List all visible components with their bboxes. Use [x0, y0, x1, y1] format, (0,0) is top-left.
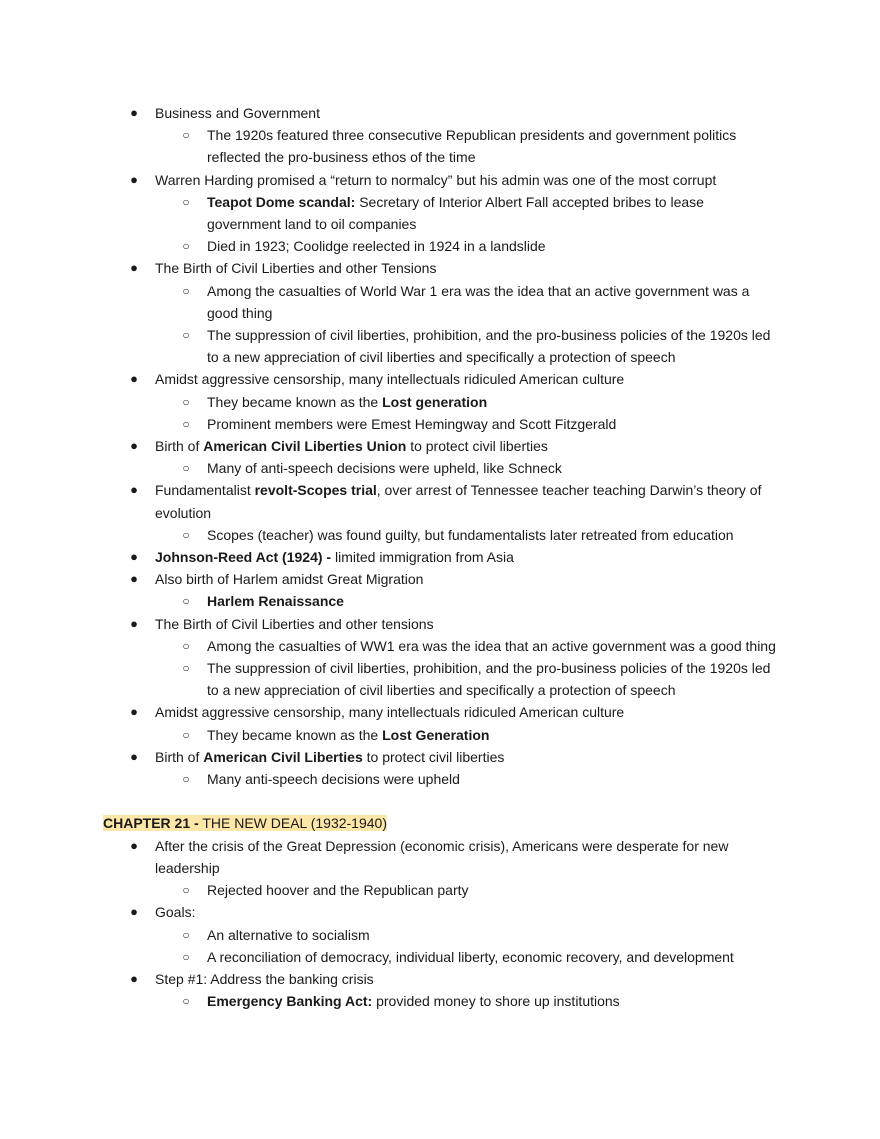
list-item	[0, 835, 880, 879]
bullet-disc-icon: ●	[130, 482, 138, 498]
sub-list-item	[0, 879, 880, 901]
item-bold-term: Teapot Dome scandal:	[207, 193, 356, 210]
bullet-circle-icon: ○	[182, 527, 190, 542]
item-bold-term: Lost Generation	[382, 726, 490, 743]
item-text: Secretary of Interior Albert Fall accepted bribes to lease government land to oil companies	[207, 193, 704, 233]
item-text: Scopes (teacher) was found guilty, but fundamentalists later retreated from education	[207, 526, 734, 543]
sub-list-item	[0, 191, 880, 235]
bullet-circle-icon: ○	[182, 772, 190, 787]
list-item	[0, 257, 880, 279]
bullet-circle-icon: ○	[182, 394, 190, 409]
item-text: Also birth of Harlem amidst Great Migration	[155, 571, 424, 588]
item-bold-term: Emergency Banking Act:	[207, 993, 373, 1010]
bullet-disc-icon: ●	[130, 438, 138, 454]
item-text: A reconciliation of democracy, individual liberty, economic recovery, and development	[207, 948, 734, 965]
bullet-circle-icon: ○	[182, 328, 190, 343]
list-item	[0, 901, 880, 923]
item-text-prefix: They became known as the	[207, 726, 383, 743]
bullet-disc-icon: ●	[130, 615, 138, 631]
item-text: The Birth of Civil Liberties and other Tensions	[155, 260, 437, 277]
item-text: Among the casualties of World War 1 era was the idea that an active government was a good thing	[207, 282, 750, 321]
item-bold-term: revolt-Scopes trial	[254, 482, 377, 499]
item-text: An alternative to socialism	[207, 926, 370, 943]
list-item	[0, 568, 880, 590]
sub-list-item	[0, 324, 880, 368]
bullet-disc-icon: ●	[130, 571, 138, 587]
item-text-prefix: Fundamentalist	[155, 482, 255, 499]
bullet-circle-icon: ○	[182, 661, 190, 676]
item-text: Step #1: Address the banking crisis	[155, 970, 374, 987]
item-text: Business and Government	[155, 105, 320, 121]
item-text: to protect civil liberties	[406, 438, 548, 455]
spacer	[0, 790, 880, 812]
document-page	[0, 102, 880, 1012]
sub-list-item	[0, 768, 880, 790]
sub-list-item	[0, 280, 880, 324]
list-item	[0, 968, 880, 990]
item-text: Amidst aggressive censorship, many intellectuals ridiculed American culture	[155, 371, 625, 388]
bullet-circle-icon: ○	[182, 949, 190, 964]
list-item	[0, 368, 880, 390]
sub-list-item	[0, 124, 880, 168]
list-item	[0, 701, 880, 723]
bullet-disc-icon: ●	[130, 837, 138, 853]
bullet-circle-icon: ○	[182, 461, 190, 476]
bullet-circle-icon: ○	[182, 994, 190, 1009]
sub-list-item	[0, 724, 880, 746]
item-text: Many anti-speech decisions were upheld	[207, 771, 460, 788]
item-text-prefix: They became known as the	[207, 393, 383, 410]
item-text: provided money to shore up institutions	[372, 993, 620, 1010]
item-bold-term: Lost generation	[382, 393, 488, 410]
list-item	[0, 546, 880, 568]
bullet-circle-icon: ○	[182, 727, 190, 742]
bullet-circle-icon: ○	[182, 927, 190, 942]
bullet-disc-icon: ●	[130, 704, 138, 720]
sub-list-item	[0, 457, 880, 479]
bullet-disc-icon: ●	[130, 549, 138, 565]
item-text: Warren Harding promised a “return to normalcy” but his admin was one of the most corrupt	[155, 171, 717, 188]
item-text: Amidst aggressive censorship, many intellectuals ridiculed American culture	[155, 704, 625, 721]
bullet-disc-icon: ●	[130, 171, 138, 187]
item-text: Many of anti-speech decisions were upheld, like Schneck	[207, 460, 562, 477]
sub-list-item	[0, 924, 880, 946]
sub-list-item	[0, 590, 880, 612]
item-text: After the crisis of the Great Depression (economic crisis), Americans were desperate for new leadership	[155, 837, 729, 876]
bullet-circle-icon: ○	[182, 416, 190, 431]
chapter-title: THE NEW DEAL (1932-1940)	[198, 815, 387, 832]
bullet-circle-icon: ○	[182, 283, 190, 298]
notes-list-new-deal	[0, 835, 880, 1013]
item-text: , over arrest of Tennessee teacher teaching Darwin’s theory of evolution	[155, 482, 762, 521]
item-text: Among the casualties of WW1 era was the idea that an active government was a good thing	[207, 637, 776, 654]
item-text: The suppression of civil liberties, prohibition, and the pro-business policies of the 1920s led to a new appreciation of civil liberties and specifically a protection of speech	[207, 660, 771, 699]
sub-list-item	[0, 635, 880, 657]
sub-list-item	[0, 413, 880, 435]
list-item	[0, 102, 880, 124]
bullet-circle-icon: ○	[182, 883, 190, 898]
item-bold-term: American Civil Liberties Union	[203, 438, 407, 455]
bullet-disc-icon: ●	[130, 371, 138, 387]
list-item	[0, 169, 880, 191]
list-item	[0, 479, 880, 523]
item-text-prefix: Birth of	[155, 438, 204, 455]
bullet-circle-icon: ○	[182, 194, 190, 209]
item-text: Goals:	[155, 904, 196, 921]
item-text: The suppression of civil liberties, prohibition, and the pro-business policies of the 1920s led to a new appreciation of civil liberties and specifically a protection of speech	[207, 327, 771, 366]
item-bold-term: Harlem Renaissance	[207, 593, 344, 610]
bullet-circle-icon: ○	[182, 638, 190, 653]
bullet-disc-icon: ●	[130, 260, 138, 276]
item-text: Prominent members were Emest Hemingway and Scott Fitzgerald	[207, 415, 617, 432]
bullet-circle-icon: ○	[182, 594, 190, 609]
list-item	[0, 746, 880, 768]
chapter-highlight	[103, 815, 387, 831]
bullet-disc-icon: ●	[130, 105, 138, 120]
bullet-disc-icon: ●	[130, 748, 138, 764]
bullet-disc-icon: ●	[130, 970, 138, 986]
list-item	[0, 613, 880, 635]
notes-list-1920s	[0, 102, 880, 790]
item-text: Rejected hoover and the Republican party	[207, 882, 469, 899]
item-text: limited immigration from Asia	[331, 549, 514, 566]
sub-list-item	[0, 524, 880, 546]
item-text: The 1920s featured three consecutive Republican presidents and government politics reflected the pro-business ethos of the time	[207, 127, 737, 166]
item-text: Died in 1923; Coolidge reelected in 1924 in a landslide	[207, 238, 546, 255]
bullet-circle-icon: ○	[182, 239, 190, 254]
bullet-circle-icon: ○	[182, 128, 190, 143]
item-bold-term: American Civil Liberties	[203, 748, 363, 765]
item-text: The Birth of Civil Liberties and other tensions	[155, 615, 434, 632]
chapter-label: CHAPTER 21 -	[103, 815, 199, 832]
sub-list-item	[0, 657, 880, 701]
chapter-heading	[0, 812, 880, 834]
sub-list-item	[0, 990, 880, 1012]
sub-list-item	[0, 235, 880, 257]
item-bold-term: Johnson-Reed Act (1924) -	[155, 549, 332, 566]
list-item	[0, 435, 880, 457]
item-text: to protect civil liberties	[362, 748, 505, 765]
item-text-prefix: Birth of	[155, 748, 204, 765]
sub-list-item	[0, 391, 880, 413]
bullet-disc-icon: ●	[130, 904, 138, 920]
sub-list-item	[0, 946, 880, 968]
